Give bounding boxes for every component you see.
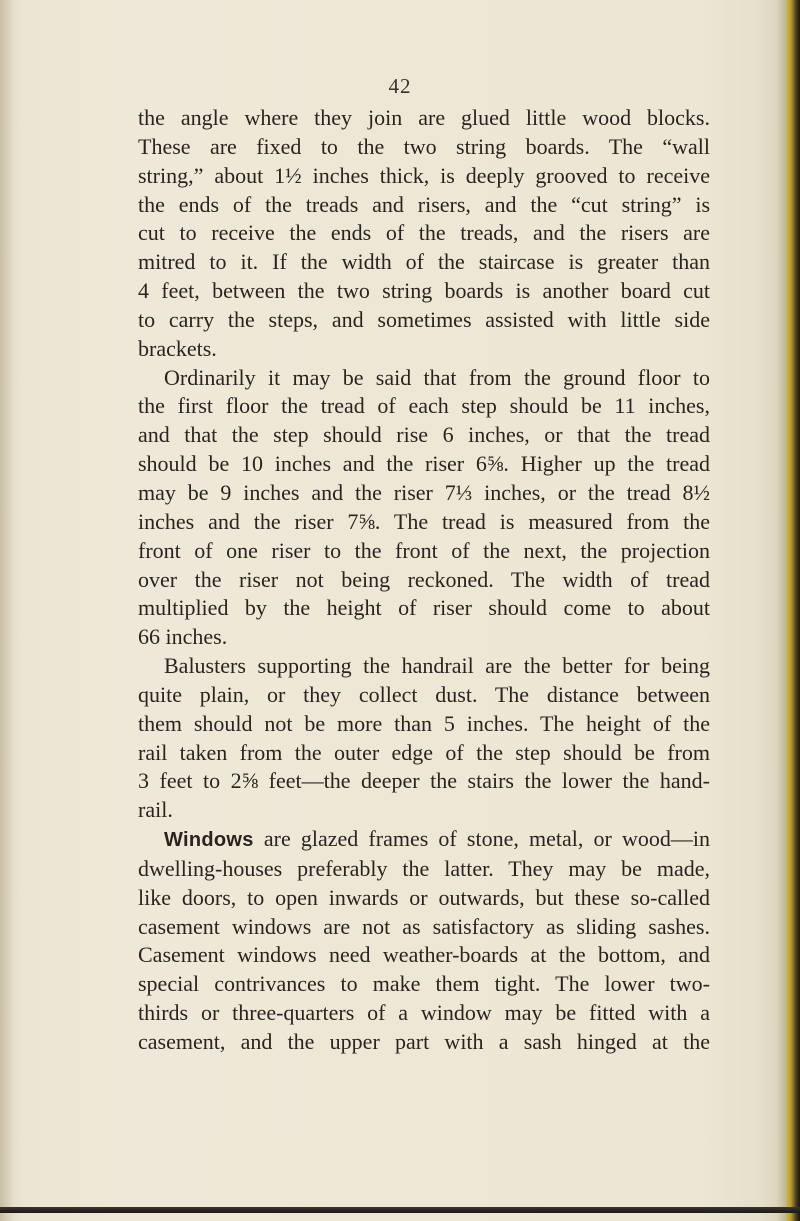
text-line: casement, and the upper part with a sash hinged at the (138, 1029, 710, 1054)
text-line: Balusters supporting the handrail are the better for being (164, 653, 710, 679)
page-right-shadow (776, 0, 786, 1221)
bottom-edge-rule (0, 1207, 800, 1213)
text-line: Casement windows need weather-boards at the bottom, and (138, 942, 710, 968)
section-runin-heading: Windows (164, 829, 254, 852)
text-line-with-runin (138, 825, 710, 855)
text-line: the first floor the tread of each step should be 11 inches, (138, 393, 710, 419)
text-line: cut to receive the ends of the treads, and the risers are (138, 220, 710, 246)
text-line: like doors, to open inwards or outwards, but these so-called (138, 884, 710, 910)
text-line: should be 10 inches and the riser 6⅝. Higher up the tread (138, 451, 710, 477)
text-line: 3 feet to 2⅝ feet—the deeper the stairs the lower the hand- (138, 768, 710, 794)
book-spine-edge (786, 0, 800, 1221)
text-line: thirds or three-quarters of a window may be fitted with a (138, 1000, 710, 1026)
body-text (138, 104, 710, 1057)
text-line: rail. (138, 797, 173, 823)
text-line: dwelling-houses preferably the latter. They may be made, (138, 855, 710, 881)
text-line: the ends of the treads and risers, and the “cut string” is (138, 191, 710, 217)
text-line: them should not be more than 5 inches. The height of the (138, 710, 710, 736)
text-line: mitred to it. If the width of the staircase is greater than (138, 249, 710, 275)
text-line: string,” about 1½ inches thick, is deeply grooved to receive (138, 162, 710, 188)
text-line: rail taken from the outer edge of the step should be from (138, 739, 710, 765)
text-line: quite plain, or they collect dust. The distance between (138, 681, 710, 707)
paragraph-tread-and-riser (138, 364, 710, 652)
text-line: the angle where they join are glued little wood blocks. (138, 105, 710, 130)
text-line: 4 feet, between the two string boards is another board cut (138, 278, 710, 304)
text-line: front of one riser to the front of the next, the projection (138, 537, 710, 563)
text-line: inches and the riser 7⅝. The tread is measured from the (138, 508, 710, 534)
text-line: 66 inches. (138, 624, 228, 650)
text-line: Ordinarily it may be said that from the ground floor to (164, 364, 710, 390)
text-line: casement windows are not as satisfactory as sliding sashes. (138, 913, 710, 939)
text-line-rest: are glazed frames of stone, metal, or wood—in (253, 826, 710, 852)
text-line: brackets. (138, 335, 217, 361)
text-line: to carry the steps, and sometimes assisted with little side (138, 306, 710, 332)
text-line: multiplied by the height of riser should come to about (138, 595, 710, 621)
page-left-edge (0, 0, 12, 1221)
text-line: may be 9 inches and the riser 7⅓ inches, or the tread 8½ (138, 479, 710, 505)
text-line: These are fixed to the two string boards. The “wall (138, 133, 710, 159)
page-number: 42 (388, 74, 412, 98)
paragraph-balusters (138, 652, 710, 825)
paragraph-windows (138, 825, 710, 1057)
paragraph-stairs-construction (138, 104, 710, 364)
text-line: over the riser not being reckoned. The width of tread (138, 566, 710, 592)
text-line: and that the step should rise 6 inches, or that the tread (138, 422, 710, 448)
text-line: special contrivances to make them tight. The lower two- (138, 971, 710, 997)
